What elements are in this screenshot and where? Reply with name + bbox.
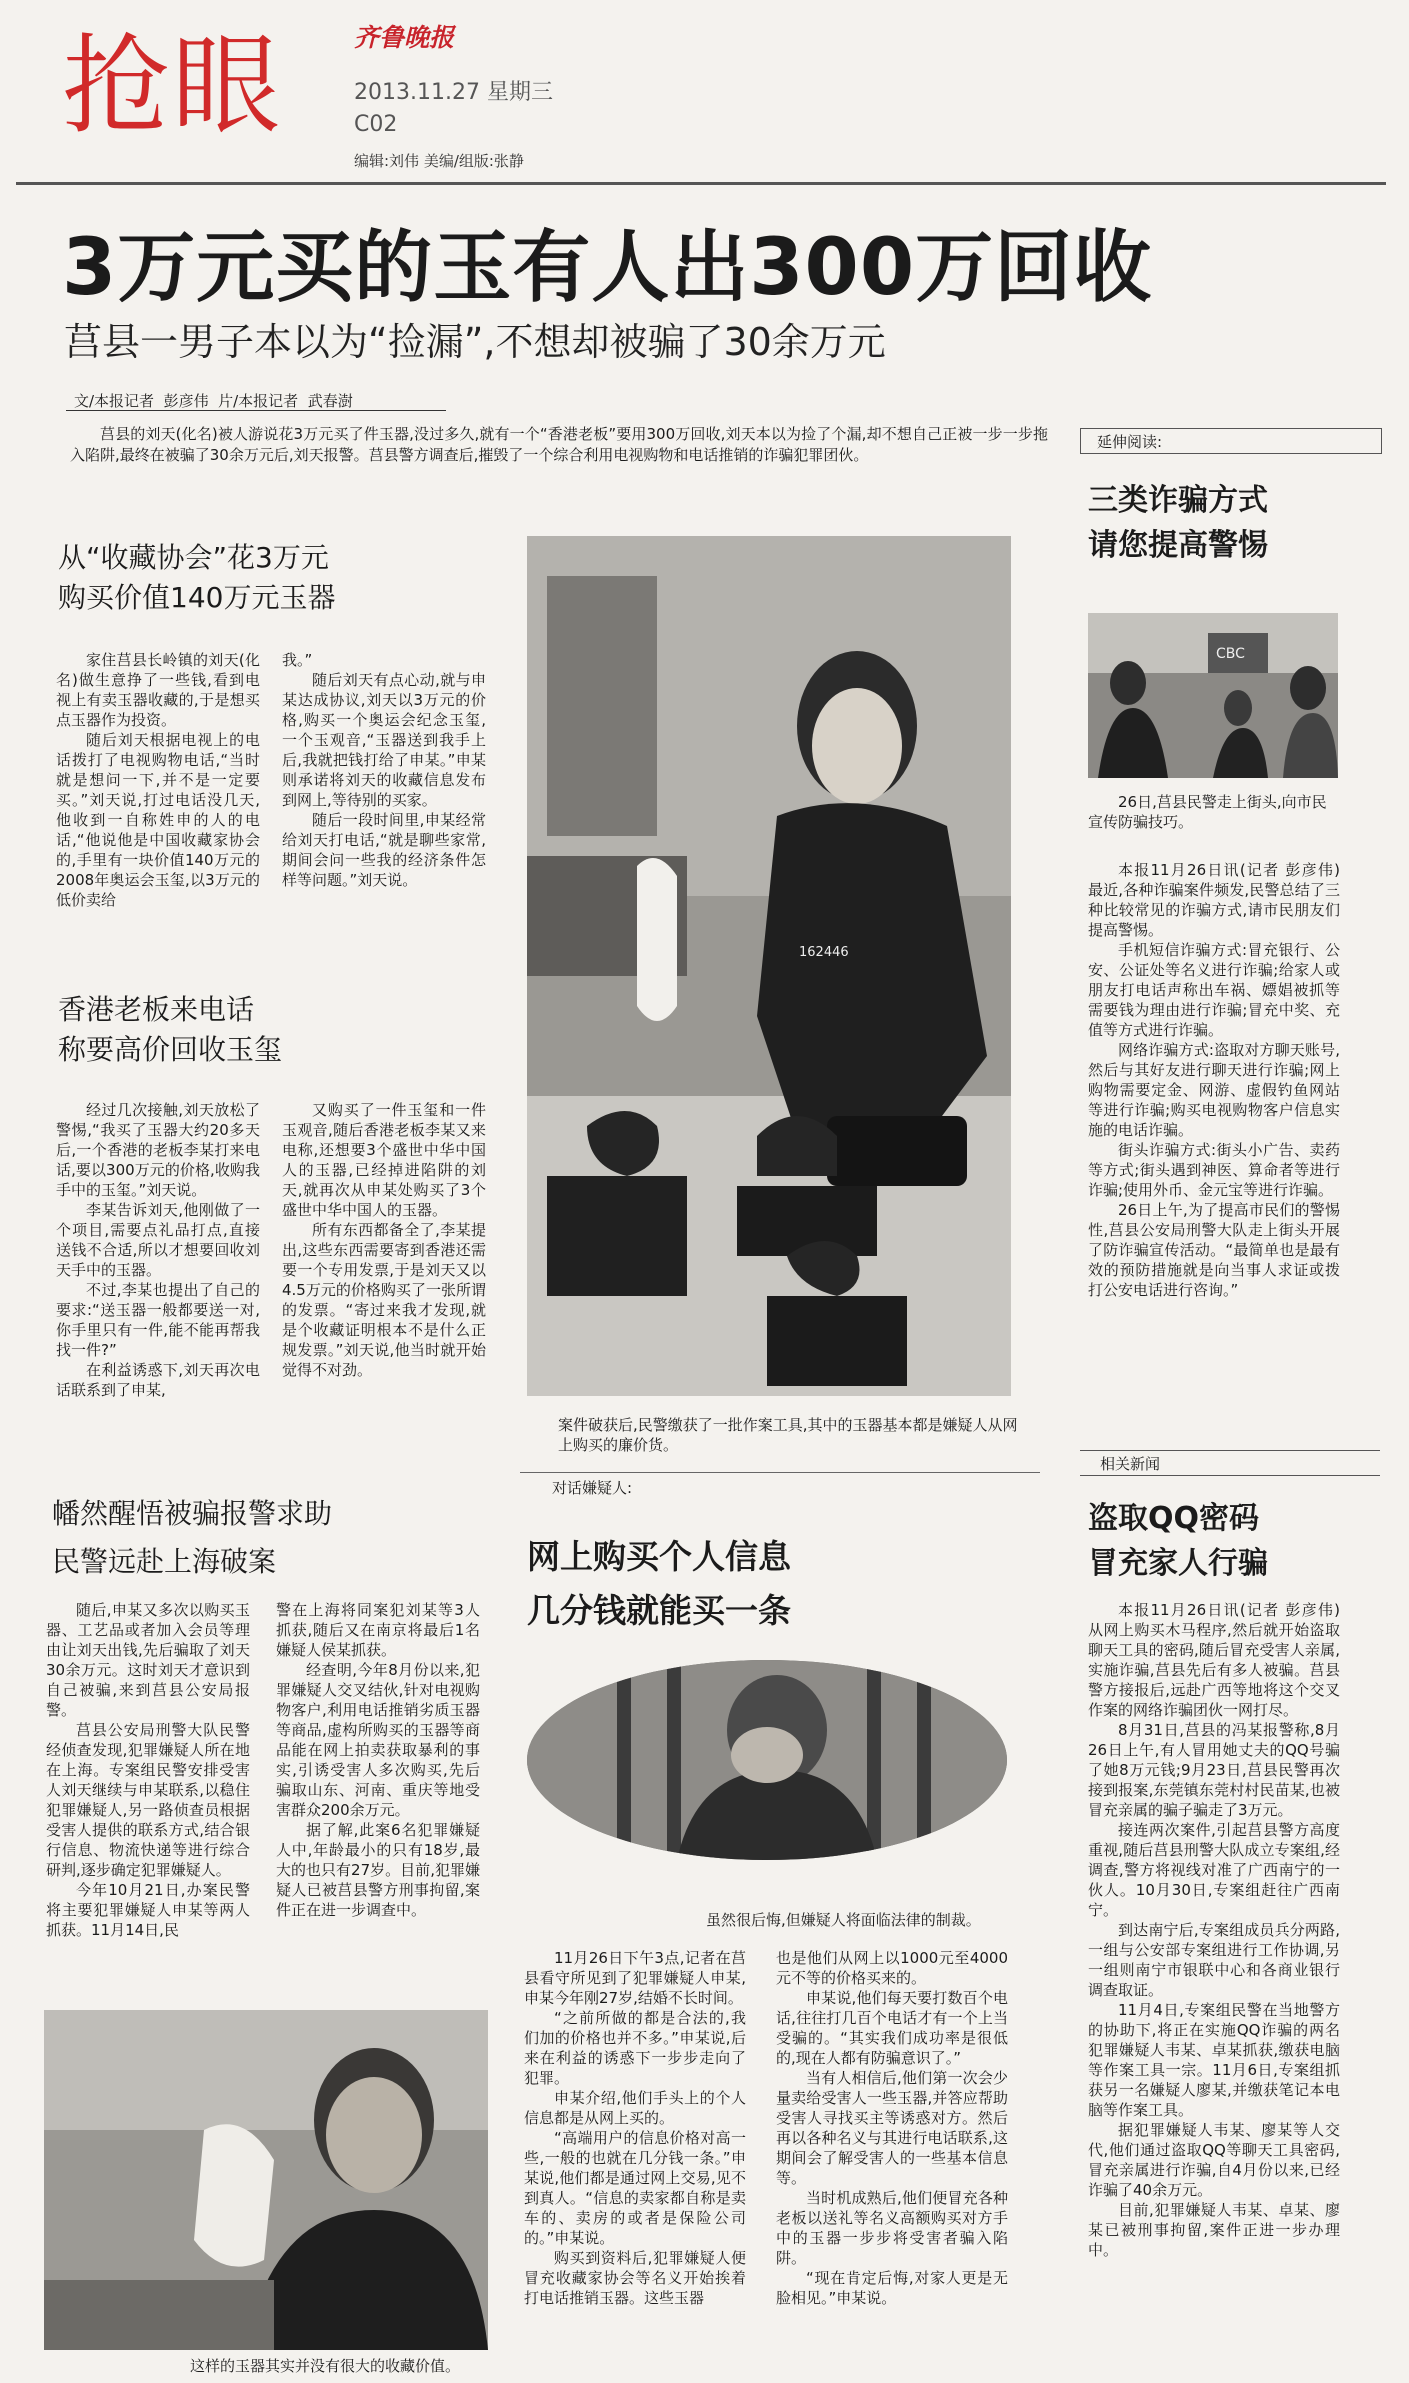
byline: 文/本报记者 彭彦伟 片/本报记者 武春澍 <box>74 392 353 410</box>
page-number: C02 <box>354 112 398 137</box>
section1-heading-line2: 购买价值140万元玉器 <box>58 581 336 614</box>
sidebar1-tag-box <box>1080 428 1382 454</box>
dialog-tag <box>520 1472 1040 1503</box>
section2-col1: 经过几次接触,刘天放松了警惕,“我买了玉器大约20多天后,一个香港的老板李某打来电话,要以300万元的价格,收购我手中的玉玺。”刘天说。 李某告诉刘天,他刚做了一个项目,需要点礼品打点,直接送钱不合适,所以才想要回收刘天手中的玉器。 不过,李某也提出了自己的要求:“送玉器一般都要送一对,你手里只有一件,能不能再帮我找一件?” 在利益诱惑下,刘天再次电话联系到了申某, <box>56 1101 260 1399</box>
masthead <box>0 0 1409 185</box>
sidebar1-tag: 延伸阅读: <box>1097 433 1163 451</box>
section2-col2: 又购买了一件玉玺和一件玉观音,随后香港老板李某又来电称,还想要3个盛世中华中国人的玉器,已经掉进陷阱的刘天,就再次从申某处购买了3个盛世中华中国人的玉器。 所有东西都备全了,李某提出,这些东西需要寄到香港还需要一个专用发票,于是刘天又以4.5万元的价格购买了一张所谓的发票。“寄过来我才发现,就是个收藏证明根本不是什么正规发票。”刘天说,他当时就开始觉得不对劲。 <box>282 1101 486 1379</box>
main-photo-caption: 案件破获后,民警缴获了一批作案工具,其中的玉器基本都是嫌疑人从网上购买的廉价货。 <box>558 1416 1018 1454</box>
sidebar2-heading: 盗取QQ密码 冒充家人行骗 <box>1088 1501 1268 1581</box>
editors-line: 编辑:刘伟 美编/组版:张静 <box>354 152 524 170</box>
dialog-col1: 11月26日下午3点,记者在莒县看守所见到了犯罪嫌疑人申某,申某今年刚27岁,结婚不长时间。 “之前所做的都是合法的,我们加的价格也并不多。”申某说,后来在利益的诱惑下一步步走向了犯罪。 申某介绍,他们手头上的个人信息都是从网上买的。 “高端用户的信息价格对高一些,一般的也就在几分钱一条。”申某说,他们都是通过网上交易,见不到真人。“信息的卖家都自称是卖车的、卖房的或者是保险公司的。”申某说。 购买到资料后,犯罪嫌疑人便冒充收藏家协会等名义开始挨着打电话推销玉器。这些玉器 <box>524 1949 746 2307</box>
lead-paragraph <box>70 424 1048 504</box>
sidebar1-photo-caption: 26日,莒县民警走上街头,向市民宣传防骗技巧。 <box>1088 793 1327 831</box>
subheadline: 莒县一男子本以为“捡漏”,不想却被骗了30余万元 <box>64 320 886 364</box>
dialog-col2: 也是他们从网上以1000元至4000元不等的价格买来的。 申某说,他们每天要打数百个电话,往往打几百个电话才有一个上当受骗的。“其实我们成功率是很低的,现在人都有防骗意识了。” 当有人相信后,他们第一次会少量卖给受害人一些玉器,并答应帮助受害人寻找买主等诱惑对方。然后再以各种名义与其进行电话联系,这期间会了解受害人的一些基本信息等。 当时机成熟后,他们便冒充各种老板以送礼等名义高额购买对方手中的玉器一步步将受害者骗入陷阱。 “现在肯定后悔,对家人更是无脸相见。”申某说。 <box>776 1949 1008 2307</box>
masthead-rule <box>16 182 1386 185</box>
issue-date: 2013.11.27 星期三 <box>354 80 553 105</box>
dialog-photo-caption: 虽然很后悔,但嫌疑人将面临法律的制裁。 <box>706 1911 981 1929</box>
suspect-photo-illustration <box>527 1660 1007 1860</box>
section3-col2: 警在上海将同案犯刘某等3人抓获,随后又在南京将最后1名嫌疑人侯某抓获。 经查明,今年8月份以来,犯罪嫌疑人交叉结伙,针对电视购物客户,利用电话推销劣质玉器等商品,虚构所购买的玉器等商品能在网上拍卖获取暴利的事实,引诱受害人多次购买,先后骗取山东、河南、重庆等地受害群众200余万元。 据了解,此案6名犯罪嫌疑人中,年龄最小的只有18岁,最大的也只有27岁。目前,犯罪嫌疑人已被莒县警方刑事拘留,案件正在进一步调查中。 <box>276 1601 480 1919</box>
section1-heading <box>58 538 488 618</box>
sidebar2-tag-box <box>1080 1450 1380 1476</box>
section3-col1: 随后,申某又多次以购买玉器、工艺品或者加入会员等理由让刘天出钱,先后骗取了刘天30余万元。这时刘天才意识到自己被骗,来到莒县公安局报警。 莒县公安局刑警大队民警经侦查发现,犯罪嫌疑人所在地在上海。专案组民警安排受害人刘天继续与申某联系,以稳住犯罪嫌疑人,另一路侦查员根据受害人提供的联系方式,结合银行信息、物流快递等进行综合研判,逐步确定犯罪嫌疑人。 今年10月21日,办案民警将主要犯罪嫌疑人申某等两人抓获。11月14日,民 <box>46 1601 250 1939</box>
section-title: 抢眼 <box>62 24 283 149</box>
paper-logo: 齐鲁晚报 <box>354 23 455 52</box>
section2-heading <box>58 990 488 1070</box>
sidebar1-body: 本报11月26日讯(记者 彭彦伟) 最近,各种诈骗案件频发,民警总结了三种比较常见的诈骗方式,请市民朋友们提高警惕。 手机短信诈骗方式:冒充银行、公安、公证处等名义进行诈骗;给家人或朋友打电话声称出车祸、嫖娼被抓等需要钱为理由进行诈骗;冒充中奖、充值等方式进行诈骗。 网络诈骗方式:盗取对方聊天账号,然后与其好友进行聊天进行诈骗;网上购物需要定金、网游、虚假钓鱼网站等进行诈骗;购买电视购物客户信息实施的电话诈骗。 街头诈骗方式:街头小广告、卖药等方式;街头遇到神医、算命者等进行诈骗;使用外币、金元宝等进行诈骗。 26日上午,为了提高市民们的警惕性,莒县公安局刑警大队走上街头开展了防诈骗宣传活动。“最简单也是最有效的预防措施就是向当事人求证或拨打公安电话进行咨询。” <box>1088 861 1340 1299</box>
bottom-photo-caption: 这样的玉器其实并没有很大的收藏价值。 <box>190 2357 461 2375</box>
byline-rule <box>66 410 446 411</box>
section2-heading-line1: 香港老板来电话 <box>58 993 255 1026</box>
lead-text: 莒县的刘天(化名)被人游说花3万元买了件玉器,没过多久,就有一个“香港老板”要用300万回收,刘天本以为捡了个漏,却不想自己正被一步一步拖入陷阱,最终在被骗了30余万元后,刘天报警。莒县警方调查后,摧毁了一个综合利用电视购物和电话推销的诈骗犯罪团伙。 <box>70 425 1048 464</box>
dialog-heading: 网上购买个人信息 几分钱就能买一条 <box>527 1537 791 1630</box>
dialog-tag-label: 对话嫌疑人: <box>548 1477 636 1498</box>
section1-col1: 家住莒县长岭镇的刘天(化名)做生意挣了一些钱,看到电视上有卖玉器收藏的,于是想买点玉器作为投资。 随后刘天根据电视上的电话拨打了电视购物电话,“当时就是想问一下,并不是一定要买。”刘天说,打过电话没几天,他收到一自称姓申的人的电话,“他说他是中国收藏家协会的,手里有一块价值140万元的2008年奥运会玉玺,以3万元的低价卖给 <box>56 651 260 909</box>
police-badge-number: 162446 <box>799 945 849 960</box>
section1-heading-line1: 从“收藏协会”花3万元 <box>58 541 329 574</box>
bottom-photo-officer <box>44 2010 488 2350</box>
main-photo-police-with-jade <box>527 536 1011 1396</box>
sidebar1-photo-street <box>1088 613 1338 778</box>
street-sign-text: CBC <box>1216 646 1245 662</box>
sidebar2-tag: 相关新闻 <box>1100 1455 1161 1473</box>
section2-heading-line2: 称要高价回收玉玺 <box>58 1033 283 1066</box>
section3-heading: 幡然醒悟被骗报警求助 民警远赴上海破案 <box>52 1497 333 1578</box>
sidebar2-body: 本报11月26日讯(记者 彭彦伟) 从网上购买木马程序,然后就开始盗取聊天工具的密码,随后冒充受害人亲属,实施诈骗,莒县先后有多人被骗。莒县警方接报后,远赴广西等地将这个交叉作案的网络诈骗团伙一网打尽。 8月31日,莒县的冯某报警称,8月26日上午,有人冒用她丈夫的QQ号骗了她8万元钱;9月23日,莒县民警再次接到报案,东莞镇东莞村村民苗某,也被冒充亲属的骗子骗走了3万元。 接连两次案件,引起莒县警方高度重视,随后莒县刑警大队成立专案组,经调查,警方将视线对准了广西南宁的一伙人。10月30日,专案组赶往广西南宁。 到达南宁后,专案组成员兵分两路,一组与公安部专案组进行工作协调,另一组则南宁市银联中心和各商业银行调查取证。 11月4日,专案组民警在当地警方的协助下,将正在实施QQ诈骗的两名犯罪嫌疑人韦某、卓某抓获,缴获电脑等作案工具一宗。11月6日,专案组抓获另一名嫌疑人廖某,并缴获笔记本电脑等作案工具。 据犯罪嫌疑人韦某、廖某等人交代,他们通过盗取QQ等聊天工具密码,冒充亲属进行诈骗,自4月份以来,已经诈骗了40余万元。 目前,犯罪嫌疑人韦某、卓某、廖某已被刑事拘留,案件正进一步办理中。 <box>1088 1601 1340 2259</box>
section1-col2: 我。” 随后刘天有点心动,就与申某达成协议,刘天以3万元的价格,购买一个奥运会纪念玉玺,一个玉观音,“玉器送到我手上后,我就把钱打给了申某。”申某则承诺将刘天的收藏信息发布到网上,等待别的买家。 随后一段时间里,申某经常给刘天打电话,“就是聊些家常,期间会问一些我的经济条件怎样等问题。”刘天说。 <box>282 651 486 889</box>
dialog-photo-suspect <box>527 1660 1007 1860</box>
main-photo-illustration <box>527 536 1011 1396</box>
sidebar1-heading: 三类诈骗方式 请您提高警惕 <box>1088 483 1268 563</box>
headline: 3万元买的玉有人出300万回收 <box>62 223 1153 313</box>
street-photo-illustration <box>1088 613 1338 778</box>
officer-photo-illustration <box>44 2010 488 2350</box>
